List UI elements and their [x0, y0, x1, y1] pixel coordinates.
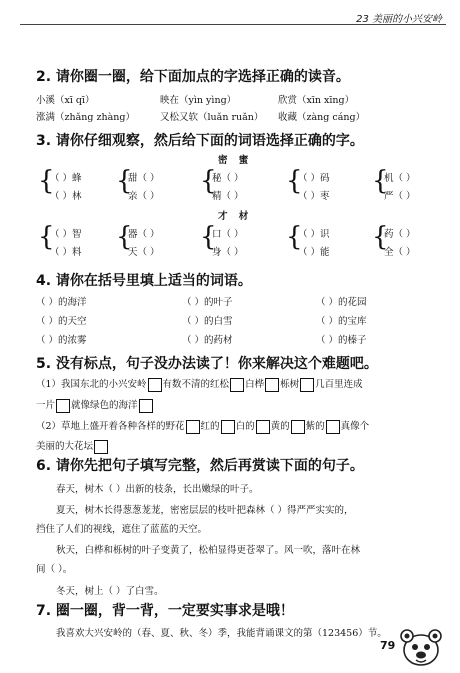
punct-box[interactable]	[291, 420, 305, 434]
fill-item[interactable]: 天（ ）	[128, 247, 160, 258]
q2-item[interactable]: 涨满（zhǎng zhàng）	[36, 112, 135, 123]
sentence-text: 白的	[235, 421, 255, 432]
sentence-text: 就像绿色的海洋	[71, 400, 138, 411]
fill-item[interactable]: 药（ ）	[384, 229, 416, 240]
punct-box[interactable]	[139, 399, 153, 413]
page-number: 79	[380, 639, 396, 652]
brace-icon: {	[38, 222, 55, 252]
brace-icon: {	[372, 222, 389, 252]
bear-mascot-icon	[396, 622, 446, 668]
autumn-line: 秋天，白桦和栎树的叶子变黄了，松柏显得更苍翠了。风一吹，落叶在林	[56, 545, 361, 556]
fill-item[interactable]: （ ）枣	[298, 191, 330, 202]
sentence-2-cont	[36, 438, 109, 454]
q2-item[interactable]: 收藏（zàng cáng）	[278, 112, 366, 123]
chapter-title: 23 美丽的小兴安岭	[356, 14, 442, 25]
brace-icon: {	[286, 166, 303, 196]
brace-icon: {	[200, 166, 217, 196]
autumn-line-2[interactable]: 间（ ）。	[36, 564, 73, 575]
sentence-text: 红的	[200, 421, 220, 432]
fill-item[interactable]: 机（ ）	[384, 173, 416, 184]
punct-box[interactable]	[94, 440, 108, 454]
fill-item[interactable]: （ ）码	[298, 173, 330, 184]
fill-item[interactable]: 口（ ）	[212, 229, 244, 240]
punct-box[interactable]	[326, 420, 340, 434]
fill-item[interactable]: 严（ ）	[384, 191, 416, 202]
fill-item[interactable]: 全（ ）	[384, 247, 416, 258]
sentence-text: 白桦	[245, 379, 265, 390]
fill-item[interactable]: （ ）的宝库	[316, 316, 367, 327]
sentence-text: 黄的	[270, 421, 290, 432]
fill-item[interactable]: （ ）的药材	[182, 335, 233, 346]
summer-line-2: 挡住了人们的视线，遮住了蓝蓝的天空。	[36, 524, 208, 535]
q4-title: 4. 请你在括号里填上适当的词语。	[36, 273, 252, 289]
q2-item[interactable]: 映在（yìn yìng）	[160, 95, 237, 106]
winter-line[interactable]: 冬天，树上（ ）了白雪。	[56, 586, 164, 597]
sentence-text: 栎树	[280, 379, 300, 390]
sentence-text: 一片	[36, 400, 56, 411]
sentence-2	[36, 418, 369, 434]
fill-item[interactable]: （ ）智	[50, 229, 82, 240]
fill-item[interactable]: 亲（ ）	[128, 191, 160, 202]
fill-item[interactable]: （ ）料	[50, 247, 82, 258]
char-pair: 才 材	[218, 211, 253, 222]
brace-icon: {	[116, 222, 133, 252]
brace-icon: {	[38, 166, 55, 196]
fill-item[interactable]: 甜（ ）	[128, 173, 160, 184]
page-header	[0, 0, 460, 30]
q2-item[interactable]: 又松又软（luǎn ruǎn）	[160, 112, 264, 123]
brace-icon: {	[286, 222, 303, 252]
sentence-1	[36, 376, 363, 392]
q3-title: 3. 请你仔细观察，然后给下面的词语选择正确的字。	[36, 133, 364, 149]
spring-line[interactable]: 春天，树木（ ）出新的枝条，长出嫩绿的叶子。	[56, 484, 259, 495]
punct-box[interactable]	[186, 420, 200, 434]
fill-item[interactable]: （ ）林	[50, 191, 82, 202]
q7-title: 7. 圈一圈，背一背，一定要实事求是哦！	[36, 603, 294, 619]
brace-icon: {	[372, 166, 389, 196]
fill-item[interactable]: （ ）的白雪	[182, 316, 233, 327]
fill-item[interactable]: （ ）的花园	[316, 297, 367, 308]
punct-box[interactable]	[300, 378, 314, 392]
sentence-1-cont	[36, 397, 154, 413]
sentence-text: 紫的	[305, 421, 325, 432]
fill-item[interactable]: （ ）的叶子	[182, 297, 233, 308]
q6-title: 6. 请你先把句子填写完整，然后再赏读下面的句子。	[36, 458, 364, 474]
punct-box[interactable]	[256, 420, 270, 434]
brace-icon: {	[200, 222, 217, 252]
punct-box[interactable]	[221, 420, 235, 434]
fill-item[interactable]: （ ）的浓雾	[36, 335, 87, 346]
fill-item[interactable]: （ ）能	[298, 247, 330, 258]
q2-title: 2. 请你圈一圈，给下面加点的字选择正确的读音。	[36, 69, 350, 85]
punct-box[interactable]	[230, 378, 244, 392]
q7-line[interactable]: 我喜欢大兴安岭的（春、夏、秋、冬）季，我能背诵课文的第（123456）节。	[56, 628, 387, 639]
header-rule	[20, 24, 446, 25]
brace-icon: {	[116, 166, 133, 196]
sentence-text: （2）草地上盛开着各种各样的野花	[36, 421, 185, 432]
fill-item[interactable]: 器（ ）	[128, 229, 160, 240]
fill-item[interactable]: （ ）识	[298, 229, 330, 240]
sentence-text: 有数不清的红松	[162, 379, 230, 390]
fill-item[interactable]: 秘（ ）	[212, 173, 244, 184]
sentence-text: （1）我国东北的小兴安岭	[36, 379, 147, 390]
q2-item[interactable]: 欣赏（xīn xīng）	[278, 95, 355, 106]
sentence-text: 几百里连成	[315, 379, 363, 390]
char-pair: 密 蜜	[218, 155, 253, 166]
punct-box[interactable]	[56, 399, 70, 413]
punct-box[interactable]	[265, 378, 279, 392]
fill-item[interactable]: （ ）蜂	[50, 173, 82, 184]
fill-item[interactable]: 身（ ）	[212, 247, 244, 258]
sentence-text: 美丽的大花坛	[36, 441, 94, 452]
fill-item[interactable]: （ ）的天空	[36, 316, 87, 327]
punct-box[interactable]	[148, 378, 162, 392]
q5-title: 5. 没有标点，句子没办法读了！你来解决这个难题吧。	[36, 356, 378, 372]
fill-item[interactable]: （ ）的榛子	[316, 335, 367, 346]
summer-line[interactable]: 夏天，树木长得葱葱茏茏，密密层层的枝叶把森林（ ）得严严实实的，	[56, 505, 354, 516]
fill-item[interactable]: 精（ ）	[212, 191, 244, 202]
q2-item[interactable]: 小溪（xī qī）	[36, 95, 95, 106]
sentence-text: 真像个	[340, 421, 370, 432]
fill-item[interactable]: （ ）的海洋	[36, 297, 87, 308]
